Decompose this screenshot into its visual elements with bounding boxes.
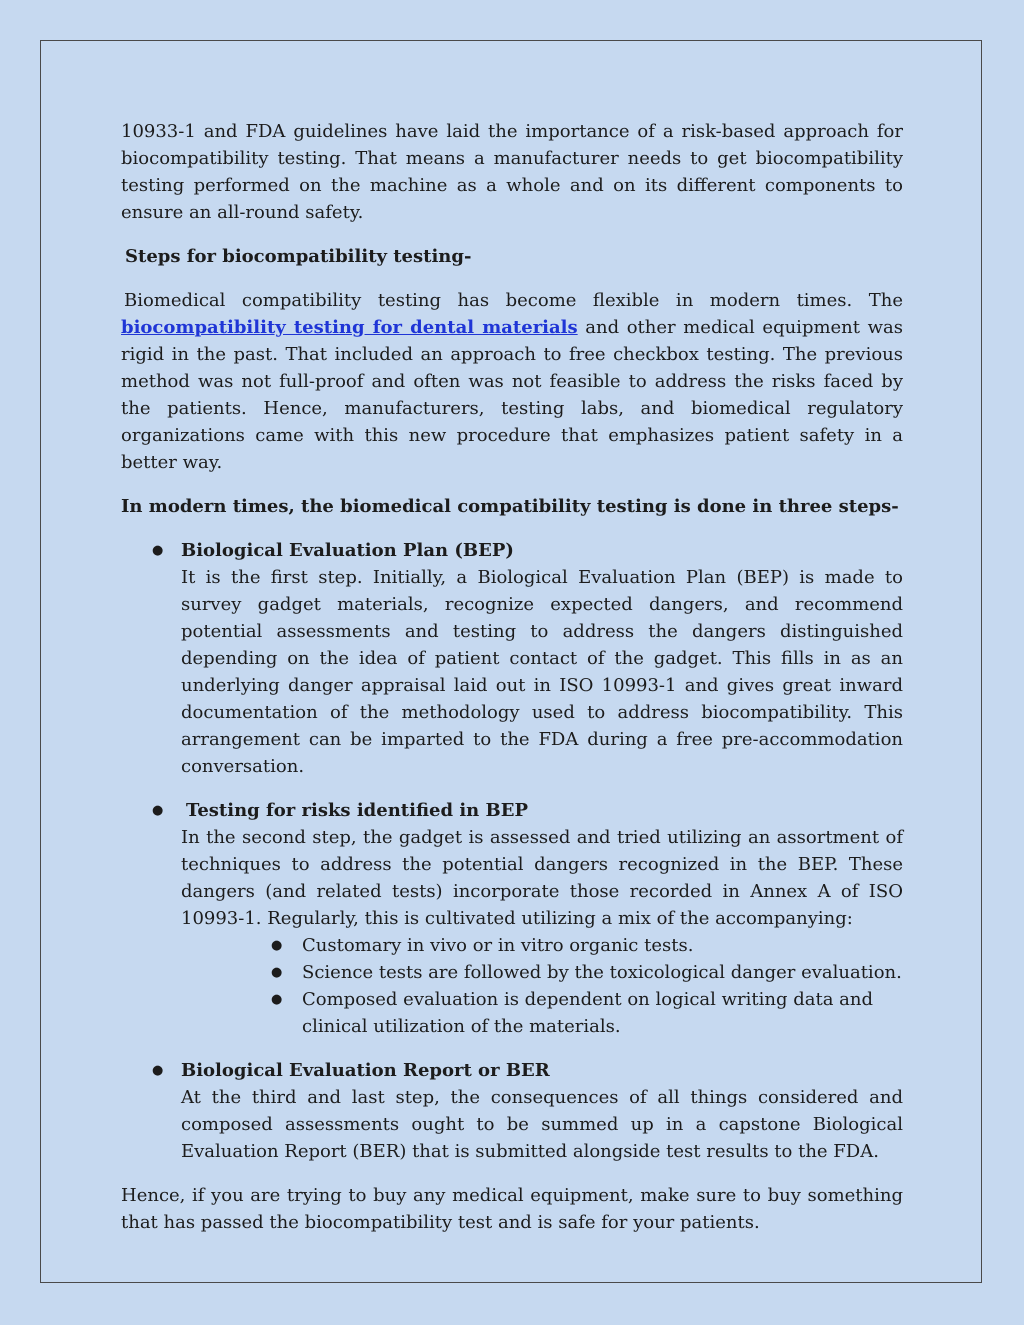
bullet-icon: ● — [152, 543, 164, 558]
bullet-icon: ● — [152, 1063, 164, 1078]
bullet-icon: ● — [271, 938, 283, 953]
bullet-icon: ● — [271, 992, 283, 1007]
bullet-icon: ● — [152, 803, 164, 818]
paragraph-text-after-link: and other medical equipment was rigid in the past. That included an approach to free checkbox testing. The previous method was not full-proof and often was not feasible to address the risks faced by the patients. Hence, manufacturers, testing labs, and biomedical regulatory organizations came with this new procedure that emphasizes patient safety in a better way. — [121, 317, 903, 473]
document-body — [121, 118, 903, 1253]
sub-item-text: Composed evaluation is dependent on logical writing data and clinical utilization of the materials. — [302, 989, 874, 1037]
steps-heading: Steps for biocompatibility testing- — [125, 246, 472, 267]
sub-item-text: Science tests are followed by the toxicological danger evaluation. — [302, 962, 902, 983]
list-item-testing — [121, 797, 903, 1040]
step-body: At the third and last step, the consequences of all things considered and composed assessments ought to be summed up in a capstone Biological Evaluation Report (BER) that is submitted alongside test results to the FDA. — [181, 1087, 903, 1162]
sub-list — [181, 932, 903, 1040]
steps-list — [121, 537, 903, 1165]
list-item-bep — [121, 537, 903, 780]
step-title: Biological Evaluation Plan (BEP) — [181, 540, 514, 561]
dental-materials-link[interactable]: biocompatibility testing for dental materials — [121, 317, 578, 338]
sub-list-item — [181, 932, 903, 959]
closing-paragraph: Hence, if you are trying to buy any medical equipment, make sure to buy something that has passed the biocompatibility test and is safe for your patients. — [121, 1185, 903, 1233]
biomedical-paragraph — [121, 287, 903, 476]
step-title: Testing for risks identified in BEP — [186, 800, 528, 821]
intro-paragraph: 10933-1 and FDA guidelines have laid the importance of a risk-based approach for biocompatibility testing. That means a manufacturer needs to get biocompatibility testing performed on the machine as a whole and on its different components to ensure an all-round safety. — [121, 121, 903, 223]
three-steps-heading: In modern times, the biomedical compatibility testing is done in three steps- — [121, 496, 899, 517]
sub-list-item — [181, 959, 903, 986]
bullet-icon: ● — [271, 965, 283, 980]
step-body: It is the first step. Initially, a Biological Evaluation Plan (BEP) is made to survey gadget materials, recognize expected dangers, and recommend potential assessments and testing to address the dangers distinguished depending on the idea of patient contact of the gadget. This fills in as an underlying danger appraisal laid out in ISO 10993-1 and gives great inward documentation of the methodology used to address biocompatibility. This arrangement can be imparted to the FDA during a free pre-accommodation conversation. — [181, 567, 903, 777]
sub-list-item — [181, 986, 903, 1040]
sub-item-text: Customary in vivo or in vitro organic tests. — [302, 935, 694, 956]
step-body: In the second step, the gadget is assessed and tried utilizing an assortment of techniques to address the potential dangers recognized in the BEP. These dangers (and related tests) incorporate those recorded in Annex A of ISO 10993-1. Regularly, this is cultivated utilizing a mix of the accompanying: — [181, 827, 903, 929]
paragraph-text-before-link: Biomedical compatibility testing has become flexible in modern times. The — [124, 290, 903, 311]
step-title: Biological Evaluation Report or BER — [181, 1060, 550, 1081]
list-item-ber — [121, 1057, 903, 1165]
